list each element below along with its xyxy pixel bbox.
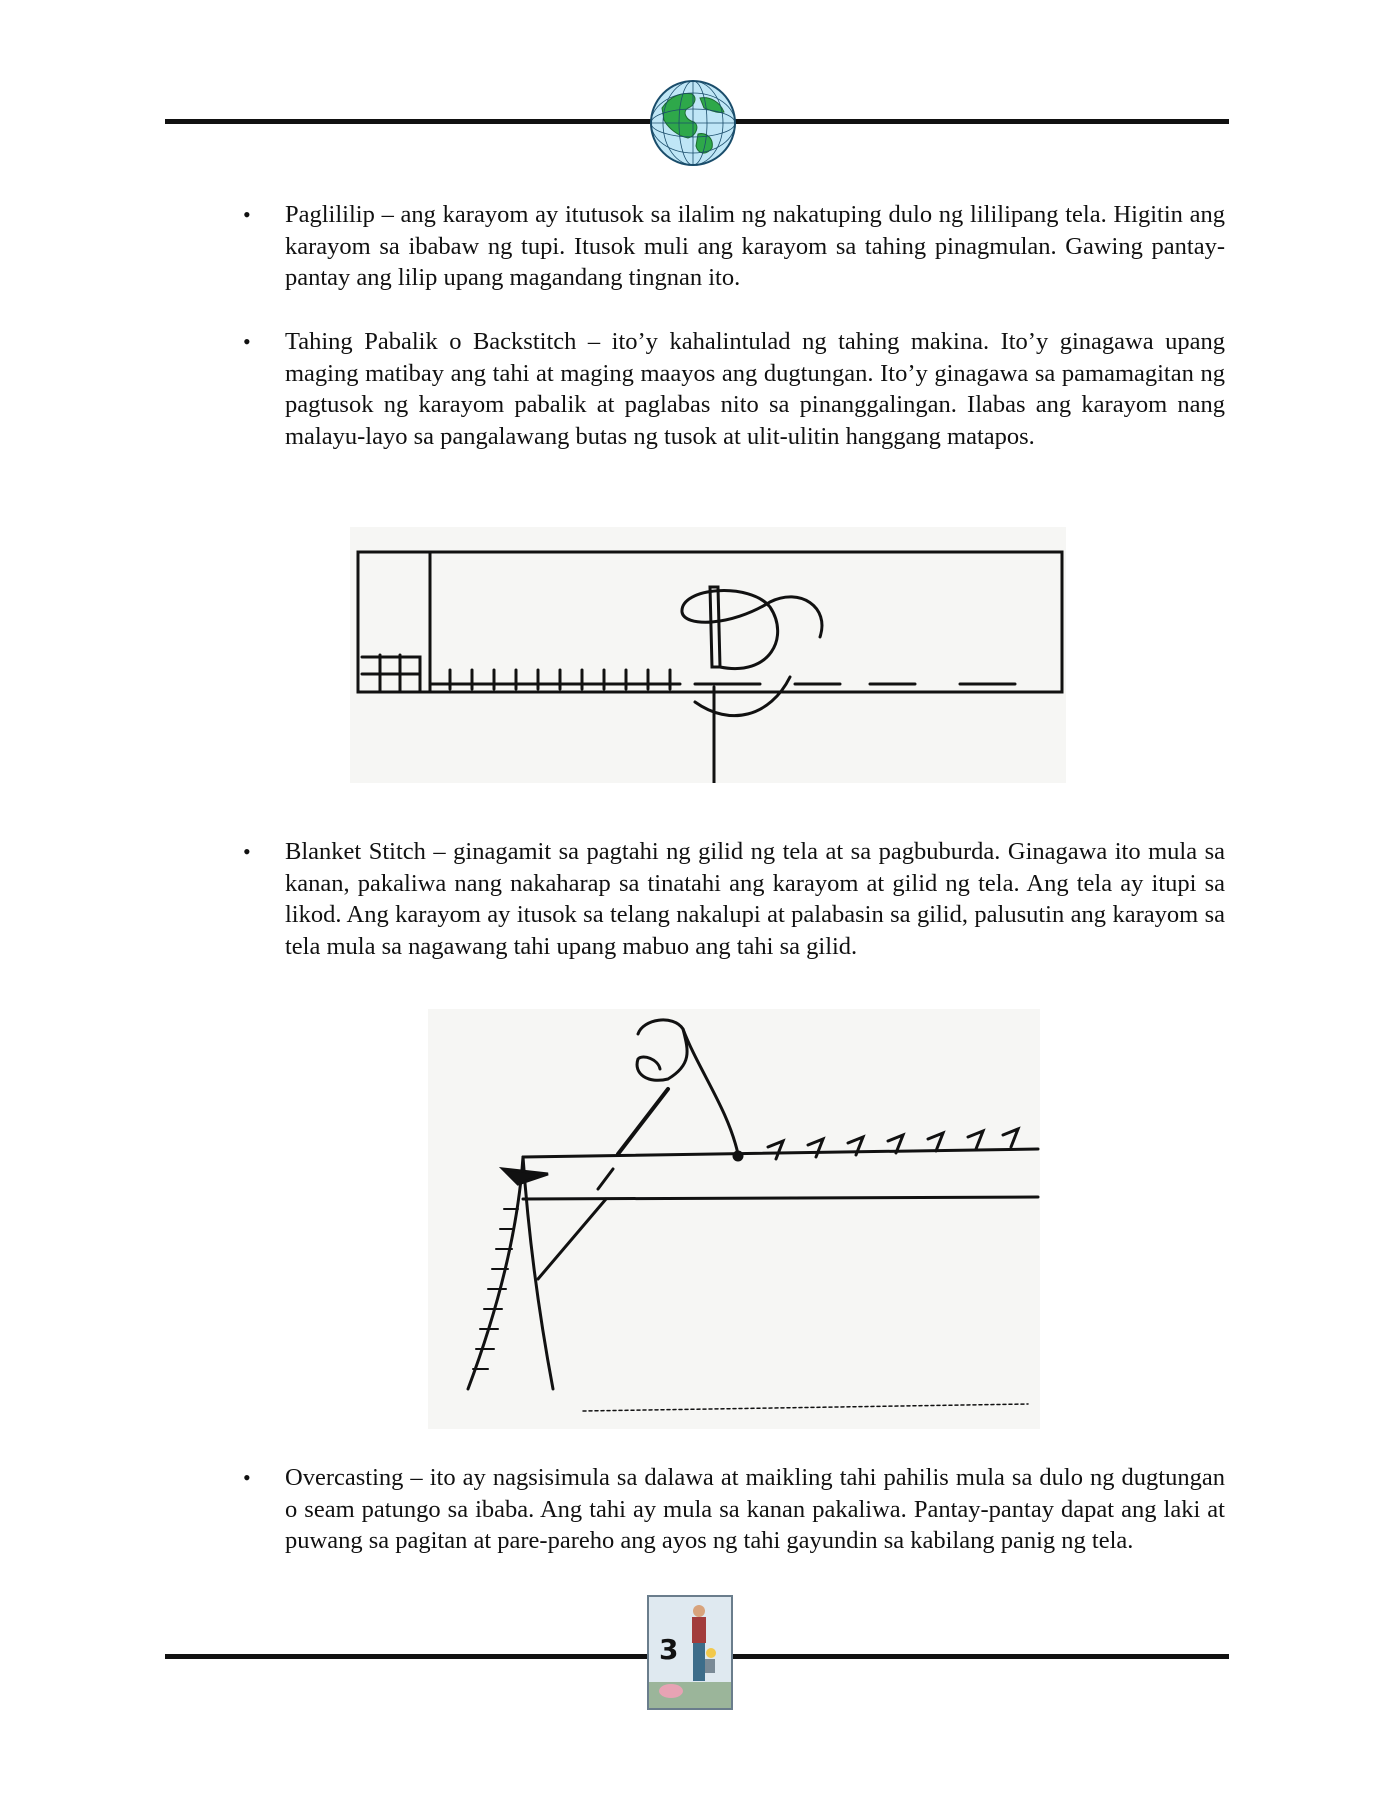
item-text: Overcasting – ito ay nagsisimula sa dalawa at maikling tahi pahilis mula sa dulo ng dugtungan o seam patungo sa ibaba. Ang tahi ay mula sa kanan pakaliwa. Pantay-pantay dapat ang laki at puwang sa pagitan at pare-pareho ang ayos ng tahi gayundin sa kabilang panig ng tela. bbox=[285, 1464, 1225, 1554]
item-text: Blanket Stitch – ginagamit sa pagtahi ng gilid ng tela at sa pagbuburda. Ginagawa ito mula sa kanan, pakaliwa nang nakaharap sa tinatahi ang karayom at gilid ng tela. Ang tela ay itupi sa likod. Ang karayom ay itusok sa telang nakalupi at palabasin sa gilid, palusutin ang karayom sa tela mula sa nagawang tahi upang mabuo ang tahi sa gilid. bbox=[285, 838, 1225, 960]
bullet: • bbox=[243, 202, 251, 227]
item-text: Tahing Pabalik o Backstitch – ito’y kahalintulad ng tahing makina. Ito’y ginagawa upang maging matibay ang tahi at maging maayos ang dugtungan. Ito’y ginagawa sa pamamagitan ng pagtusok ng karayom pabalik at paglabas nito sa pinanggalingan. Ilabas ang karayom nang malayu-layo sa pangalawang butas ng tusok at ulit-ulitin hanggang matapos. bbox=[285, 328, 1225, 450]
list-item-overcasting bbox=[243, 1462, 1225, 1557]
footer-rule-left bbox=[165, 1654, 649, 1659]
globe-icon bbox=[648, 78, 738, 168]
list-item-paglililip bbox=[243, 199, 1225, 294]
bullet: • bbox=[243, 1465, 251, 1490]
list-item-blanket-stitch bbox=[243, 836, 1225, 962]
page-number-card bbox=[647, 1595, 733, 1710]
list-item-backstitch bbox=[243, 326, 1225, 452]
footer-rule-right bbox=[733, 1654, 1229, 1659]
blanket-stitch-illustration bbox=[428, 1009, 1040, 1429]
backstitch-illustration bbox=[350, 527, 1066, 783]
bullet: • bbox=[243, 839, 251, 864]
bullet: • bbox=[243, 329, 251, 354]
header-rule-left bbox=[165, 119, 655, 124]
page-number: 3 bbox=[659, 1633, 679, 1666]
item-text: Paglililip – ang karayom ay itutusok sa ilalim ng nakatuping dulo ng lililipang tela. Higitin ang karayom sa ibabaw ng tupi. Itusok muli ang karayom sa tahing pinagmulan. Gawing pantay-pantay ang lilip upang magandang tingnan ito. bbox=[285, 201, 1225, 291]
header-rule-right bbox=[732, 119, 1229, 124]
